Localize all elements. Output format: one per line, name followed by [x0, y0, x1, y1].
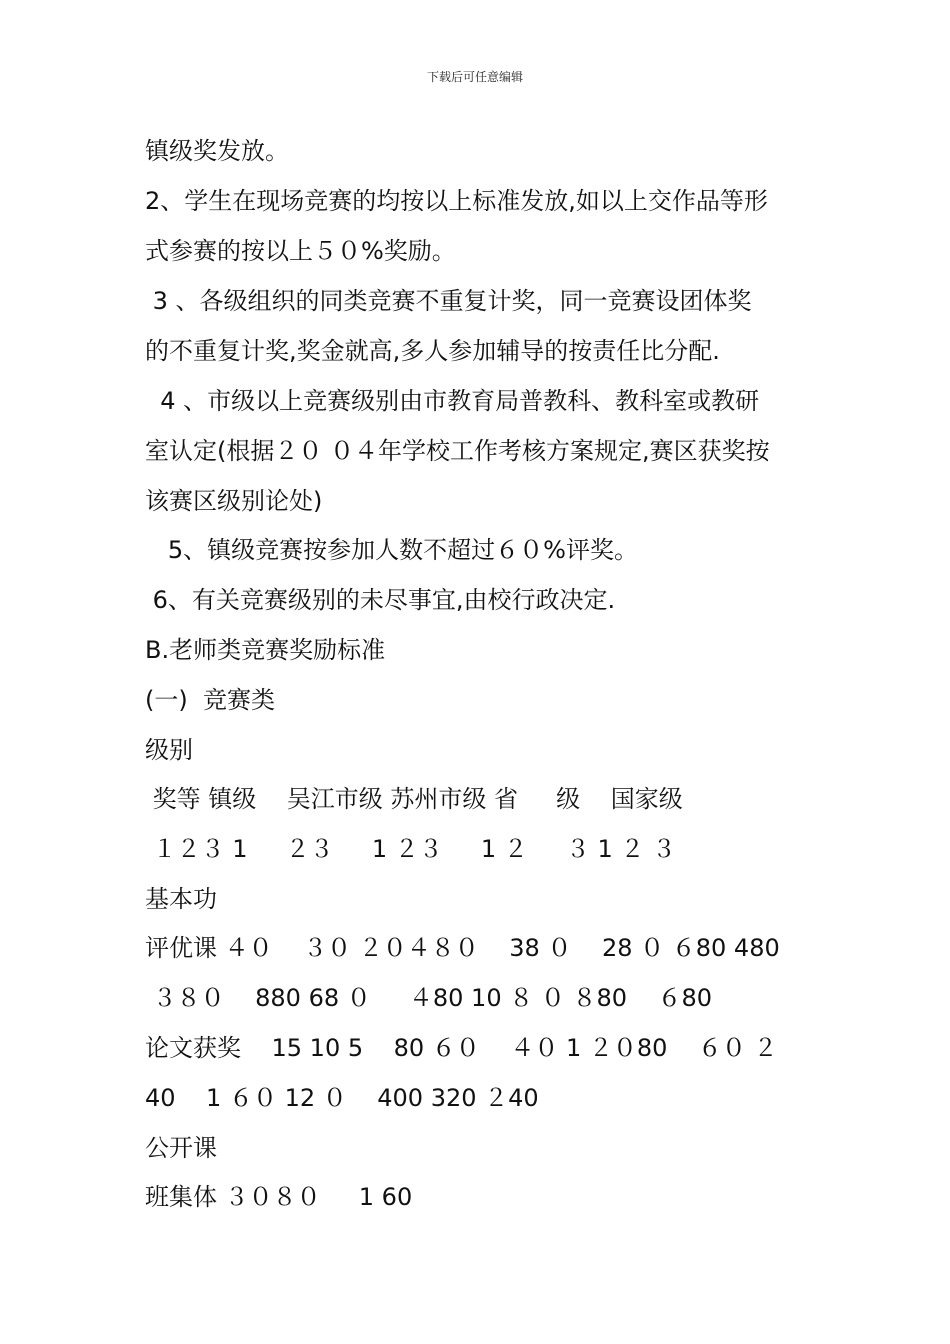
table-row: 评优课 ４０ ３０ ２０４８０ 38 ０ 28 ０ ６80 480	[145, 934, 780, 962]
text-line: 2、学生在现场竞赛的均按以上标准发放,如以上交作品等形	[145, 187, 768, 215]
text-line: 5、镇级竞赛按参加人数不超过６０%评奖。	[145, 536, 638, 564]
text-line: 的不重复计奖,奖金就高,多人参加辅导的按责任比分配.	[145, 337, 720, 365]
table-row: 论文获奖 15 10 5 80 ６０ ４０ 1 ２０80 ６０ ２	[145, 1034, 778, 1062]
text-line: 式参赛的按以上５０%奖励。	[145, 237, 456, 265]
table-label: 级别	[145, 736, 193, 764]
text-line: 4 、市级以上竞赛级别由市教育局普教科、教科室或教研	[145, 387, 760, 415]
table-subheader-row: １２３ 1 ２３ 1 ２３ 1 ２ ３ 1 ２ ３	[145, 835, 677, 863]
text-line: 3 、各级组织的同类竞赛不重复计奖，同一竞赛设团体奖	[145, 287, 752, 315]
table-header-row: 奖等 镇级 吴江市级 苏州市级 省 级 国家级	[145, 785, 683, 813]
table-row: 基本功	[145, 885, 217, 913]
text-line: 6、有关竞赛级别的未尽事宜,由校行政决定.	[145, 586, 616, 614]
text-line: 该赛区级别论处)	[145, 487, 323, 515]
subsection-heading: (一) 竞赛类	[145, 686, 275, 714]
table-row: 40 1 ６０ 12 ０ 400 320 ２40	[145, 1084, 539, 1112]
text-line: 镇级奖发放。	[145, 137, 289, 165]
table-row: ３８０ 880 68 ０ ４80 10 ８ ０ ８80 ６80	[145, 984, 713, 1012]
table-row: 班集体 ３０８０ 1 60	[145, 1183, 413, 1211]
section-heading: B.老师类竞赛奖励标准	[145, 636, 386, 664]
table-row: 公开课	[145, 1134, 217, 1162]
text-line: 室认定(根据２０ ０４年学校工作考核方案规定,赛区获奖按	[145, 437, 770, 465]
page-header: 下载后可任意编辑	[426, 70, 523, 84]
